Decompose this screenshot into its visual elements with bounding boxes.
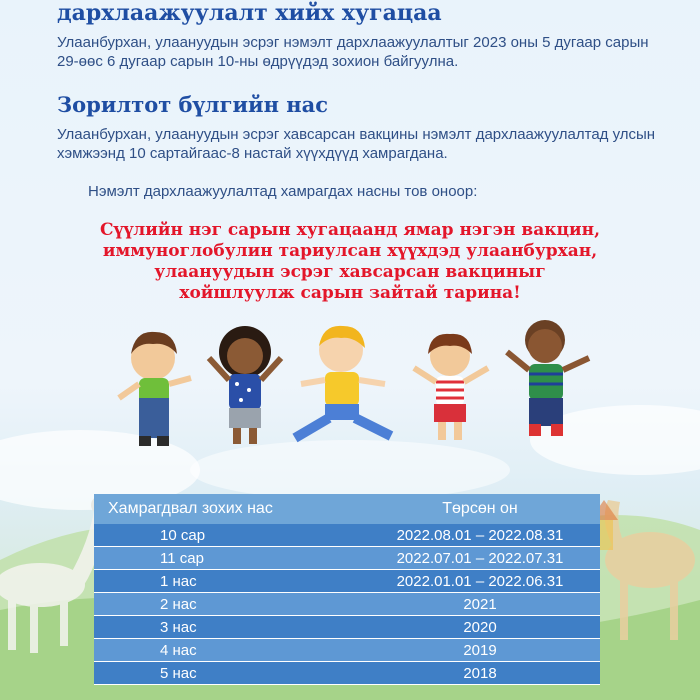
section-schedule-title: дархлаажуулалт хийх хугацаа [57,0,442,26]
section-target-title: Зорилтот бүлгийн нас [57,92,329,117]
warning-note [30,220,670,304]
table-header-row [94,494,600,524]
section-target-text: Улаанбурхан, улаануудын эсрэг хавсарсан вакцины нэмэлт дархлаажуулалтад улсын хэмжээнд 10 сартайгаас-8 настай хүүхдүүд хамрагдана. [57,126,656,162]
cell-born: 2019 [360,639,600,662]
warning-line: иммуноглобулин тариулсан хүүхдэд улаанбурхан, [102,241,598,261]
cell-age: 1 нас [94,570,360,593]
table-row [94,547,600,570]
cell-age: 3 нас [94,616,360,639]
summary-line: Нэмэлт дархлаажуулалтад хамрагдах насны тов оноор: [88,183,478,200]
cell-age: 11 сар [94,547,360,570]
cell-born: 2022.01.01 – 2022.06.31 [360,570,600,593]
kid-figure [414,334,488,440]
warning-line: хойшлуулж сарын зайтай тарина! [179,283,521,303]
cell-age: 10 сар [94,524,360,547]
cell-age: 4 нас [94,639,360,662]
table-row [94,639,600,662]
kid-figure [507,320,589,436]
cell-born: 2021 [360,593,600,616]
column-header-birth: Төрсөн он [360,494,600,524]
table-row [94,570,600,593]
cell-age: 2 нас [94,593,360,616]
kid-figure [119,332,191,446]
cell-born: 2018 [360,662,600,685]
cell-age: 5 нас [94,662,360,685]
warning-line: Сүүлийн нэг сарын хугацаанд ямар нэгэн вакцин, [99,220,601,240]
jumping-kids-illustration [95,318,605,460]
cell-born: 2020 [360,616,600,639]
cell-born: 2022.08.01 – 2022.08.31 [360,524,600,547]
kid-figure [209,326,281,444]
cell-born: 2022.07.01 – 2022.07.31 [360,547,600,570]
table-row [94,593,600,616]
kid-figure [295,326,391,438]
table-row [94,662,600,685]
age-schedule-table [94,494,600,685]
column-header-age: Хамрагдвал зохих нас [94,494,360,524]
table-row [94,524,600,547]
table-row [94,616,600,639]
section-schedule-text: Улаанбурхан, улаануудын эсрэг нэмэлт дархлаажуулалтыг 2023 оны 5 дугаар сарын 29-өөс 6 дугаар сарын 10-ны өдрүүдэд зохион байгуулна. [57,34,649,70]
warning-line: улаануудын эсрэг хавсарсан вакциныг [154,262,546,282]
